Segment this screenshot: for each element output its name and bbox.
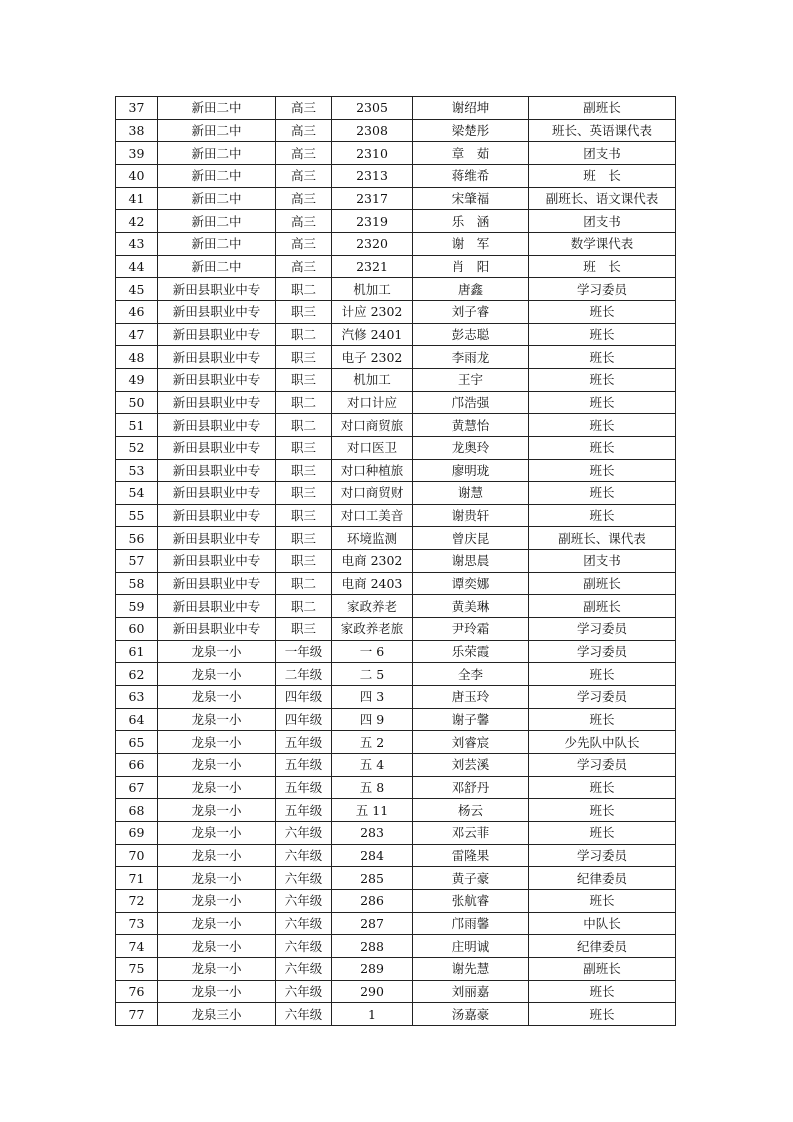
- row-number-cell: 75: [116, 957, 158, 980]
- row-number-cell: 38: [116, 119, 158, 142]
- table-row: [116, 142, 676, 165]
- row-number-cell: 47: [116, 323, 158, 346]
- position-cell: 副班长、语文课代表: [529, 187, 676, 210]
- school-cell: 新田二中: [158, 142, 276, 165]
- student-name-cell: 刘芸溪: [413, 754, 529, 777]
- student-name-cell: 谢先慧: [413, 957, 529, 980]
- table-row: [116, 459, 676, 482]
- grade-cell: 六年级: [276, 912, 332, 935]
- school-cell: 龙泉一小: [158, 867, 276, 890]
- school-cell: 龙泉一小: [158, 799, 276, 822]
- class-cell: 290: [332, 980, 413, 1003]
- school-cell: 新田二中: [158, 164, 276, 187]
- student-name-cell: 李雨龙: [413, 346, 529, 369]
- class-cell: 1: [332, 1003, 413, 1026]
- school-cell: 新田二中: [158, 97, 276, 120]
- table-row: [116, 164, 676, 187]
- student-name-cell: 黄慧怡: [413, 414, 529, 437]
- grade-cell: 高三: [276, 187, 332, 210]
- school-cell: 新田二中: [158, 210, 276, 233]
- student-name-cell: 乐 涵: [413, 210, 529, 233]
- position-cell: 副班长: [529, 595, 676, 618]
- table-row: [116, 595, 676, 618]
- table-row: [116, 278, 676, 301]
- grade-cell: 职三: [276, 618, 332, 641]
- student-name-cell: 雷隆果: [413, 844, 529, 867]
- row-number-cell: 67: [116, 776, 158, 799]
- table-row: [116, 957, 676, 980]
- class-cell: 2321: [332, 255, 413, 278]
- row-number-cell: 62: [116, 663, 158, 686]
- grade-cell: 职三: [276, 482, 332, 505]
- student-name-cell: 章 茹: [413, 142, 529, 165]
- table-row: [116, 300, 676, 323]
- grade-cell: 高三: [276, 232, 332, 255]
- school-cell: 新田县职业中专: [158, 527, 276, 550]
- student-name-cell: 梁楚彤: [413, 119, 529, 142]
- school-cell: 龙泉一小: [158, 957, 276, 980]
- class-cell: 五 11: [332, 799, 413, 822]
- position-cell: 班长: [529, 436, 676, 459]
- student-name-cell: 谢思晨: [413, 550, 529, 573]
- school-cell: 新田县职业中专: [158, 391, 276, 414]
- school-cell: 龙泉一小: [158, 663, 276, 686]
- row-number-cell: 69: [116, 822, 158, 845]
- row-number-cell: 53: [116, 459, 158, 482]
- class-cell: 对口种植旅: [332, 459, 413, 482]
- row-number-cell: 44: [116, 255, 158, 278]
- student-name-cell: 谭奕娜: [413, 572, 529, 595]
- position-cell: 学习委员: [529, 278, 676, 301]
- school-cell: 新田县职业中专: [158, 504, 276, 527]
- row-number-cell: 45: [116, 278, 158, 301]
- position-cell: 学习委员: [529, 618, 676, 641]
- grade-cell: 六年级: [276, 889, 332, 912]
- grade-cell: 五年级: [276, 799, 332, 822]
- school-cell: 新田县职业中专: [158, 550, 276, 573]
- school-cell: 新田二中: [158, 187, 276, 210]
- row-number-cell: 68: [116, 799, 158, 822]
- school-cell: 龙泉一小: [158, 980, 276, 1003]
- position-cell: 班长: [529, 980, 676, 1003]
- table-row: [116, 822, 676, 845]
- grade-cell: 六年级: [276, 1003, 332, 1026]
- class-cell: 四 9: [332, 708, 413, 731]
- position-cell: 副班长: [529, 957, 676, 980]
- position-cell: 班长: [529, 300, 676, 323]
- row-number-cell: 52: [116, 436, 158, 459]
- row-number-cell: 54: [116, 482, 158, 505]
- school-cell: 新田二中: [158, 232, 276, 255]
- table-body: [116, 97, 676, 1026]
- student-name-cell: 黄子豪: [413, 867, 529, 890]
- table-row: [116, 754, 676, 777]
- table-row: [116, 731, 676, 754]
- student-name-cell: 杨云: [413, 799, 529, 822]
- school-cell: 新田县职业中专: [158, 368, 276, 391]
- position-cell: 团支书: [529, 210, 676, 233]
- class-cell: 二 5: [332, 663, 413, 686]
- position-cell: 少先队中队长: [529, 731, 676, 754]
- class-cell: 2319: [332, 210, 413, 233]
- grade-cell: 五年级: [276, 754, 332, 777]
- student-name-cell: 宋肇福: [413, 187, 529, 210]
- row-number-cell: 73: [116, 912, 158, 935]
- grade-cell: 四年级: [276, 708, 332, 731]
- school-cell: 龙泉一小: [158, 686, 276, 709]
- class-cell: 对口商贸旅: [332, 414, 413, 437]
- row-number-cell: 58: [116, 572, 158, 595]
- position-cell: 学习委员: [529, 640, 676, 663]
- school-cell: 新田县职业中专: [158, 618, 276, 641]
- row-number-cell: 77: [116, 1003, 158, 1026]
- position-cell: 班 长: [529, 164, 676, 187]
- row-number-cell: 59: [116, 595, 158, 618]
- table-row: [116, 504, 676, 527]
- class-cell: 机加工: [332, 278, 413, 301]
- school-cell: 龙泉一小: [158, 731, 276, 754]
- class-cell: 对口工美音: [332, 504, 413, 527]
- table-row: [116, 210, 676, 233]
- school-cell: 新田县职业中专: [158, 414, 276, 437]
- row-number-cell: 37: [116, 97, 158, 120]
- school-cell: 新田县职业中专: [158, 300, 276, 323]
- class-cell: 285: [332, 867, 413, 890]
- table-row: [116, 255, 676, 278]
- grade-cell: 高三: [276, 142, 332, 165]
- position-cell: 学习委员: [529, 686, 676, 709]
- class-cell: 五 4: [332, 754, 413, 777]
- class-cell: 机加工: [332, 368, 413, 391]
- school-cell: 新田二中: [158, 255, 276, 278]
- position-cell: 副班长: [529, 97, 676, 120]
- position-cell: 数学课代表: [529, 232, 676, 255]
- student-name-cell: 谢慧: [413, 482, 529, 505]
- row-number-cell: 51: [116, 414, 158, 437]
- student-name-cell: 汤嘉豪: [413, 1003, 529, 1026]
- school-cell: 龙泉一小: [158, 776, 276, 799]
- row-number-cell: 74: [116, 935, 158, 958]
- student-name-cell: 龙奥玲: [413, 436, 529, 459]
- row-number-cell: 55: [116, 504, 158, 527]
- school-cell: 龙泉三小: [158, 1003, 276, 1026]
- class-cell: 家政养老旅: [332, 618, 413, 641]
- grade-cell: 六年级: [276, 957, 332, 980]
- school-cell: 新田县职业中专: [158, 459, 276, 482]
- table-row: [116, 482, 676, 505]
- student-name-cell: 庄明诚: [413, 935, 529, 958]
- grade-cell: 二年级: [276, 663, 332, 686]
- class-cell: 对口计应: [332, 391, 413, 414]
- table-row: [116, 618, 676, 641]
- table-row: [116, 346, 676, 369]
- class-cell: 2305: [332, 97, 413, 120]
- grade-cell: 职三: [276, 436, 332, 459]
- class-cell: 电子 2302: [332, 346, 413, 369]
- school-cell: 龙泉一小: [158, 708, 276, 731]
- table-row: [116, 414, 676, 437]
- position-cell: 班长: [529, 1003, 676, 1026]
- grade-cell: 六年级: [276, 844, 332, 867]
- grade-cell: 职二: [276, 595, 332, 618]
- row-number-cell: 57: [116, 550, 158, 573]
- table-row: [116, 187, 676, 210]
- row-number-cell: 71: [116, 867, 158, 890]
- school-cell: 龙泉一小: [158, 844, 276, 867]
- student-name-cell: 蒋维希: [413, 164, 529, 187]
- position-cell: 中队长: [529, 912, 676, 935]
- school-cell: 龙泉一小: [158, 640, 276, 663]
- position-cell: 纪律委员: [529, 935, 676, 958]
- position-cell: 团支书: [529, 550, 676, 573]
- class-cell: 一 6: [332, 640, 413, 663]
- table-row: [116, 935, 676, 958]
- table-row: [116, 912, 676, 935]
- position-cell: 团支书: [529, 142, 676, 165]
- table-row: [116, 436, 676, 459]
- table-row: [116, 1003, 676, 1026]
- row-number-cell: 65: [116, 731, 158, 754]
- grade-cell: 高三: [276, 97, 332, 120]
- table-row: [116, 572, 676, 595]
- position-cell: 班长: [529, 708, 676, 731]
- position-cell: 班长、英语课代表: [529, 119, 676, 142]
- row-number-cell: 63: [116, 686, 158, 709]
- student-name-cell: 邓舒丹: [413, 776, 529, 799]
- class-cell: 汽修 2401: [332, 323, 413, 346]
- position-cell: 班长: [529, 889, 676, 912]
- table-row: [116, 708, 676, 731]
- school-cell: 新田县职业中专: [158, 572, 276, 595]
- row-number-cell: 41: [116, 187, 158, 210]
- table-row: [116, 368, 676, 391]
- class-cell: 287: [332, 912, 413, 935]
- grade-cell: 高三: [276, 255, 332, 278]
- student-name-cell: 邝浩强: [413, 391, 529, 414]
- class-cell: 电商 2403: [332, 572, 413, 595]
- table-row: [116, 527, 676, 550]
- grade-cell: 高三: [276, 164, 332, 187]
- class-cell: 2317: [332, 187, 413, 210]
- student-name-cell: 刘睿宸: [413, 731, 529, 754]
- table-row: [116, 550, 676, 573]
- position-cell: 班长: [529, 822, 676, 845]
- grade-cell: 五年级: [276, 776, 332, 799]
- table-row: [116, 844, 676, 867]
- position-cell: 班长: [529, 346, 676, 369]
- row-number-cell: 39: [116, 142, 158, 165]
- student-name-cell: 邓云菲: [413, 822, 529, 845]
- table-row: [116, 980, 676, 1003]
- class-cell: 对口商贸财: [332, 482, 413, 505]
- row-number-cell: 48: [116, 346, 158, 369]
- class-cell: 2313: [332, 164, 413, 187]
- row-number-cell: 70: [116, 844, 158, 867]
- class-cell: 五 8: [332, 776, 413, 799]
- position-cell: 班 长: [529, 255, 676, 278]
- student-name-cell: 谢绍坤: [413, 97, 529, 120]
- student-name-cell: 乐荣霞: [413, 640, 529, 663]
- school-cell: 新田县职业中专: [158, 278, 276, 301]
- position-cell: 副班长: [529, 572, 676, 595]
- grade-cell: 职三: [276, 504, 332, 527]
- grade-cell: 职二: [276, 391, 332, 414]
- position-cell: 班长: [529, 799, 676, 822]
- grade-cell: 职二: [276, 572, 332, 595]
- table-row: [116, 889, 676, 912]
- student-name-cell: 谢贵轩: [413, 504, 529, 527]
- student-name-cell: 刘子睿: [413, 300, 529, 323]
- grade-cell: 职三: [276, 346, 332, 369]
- student-name-cell: 唐玉玲: [413, 686, 529, 709]
- student-name-cell: 廖明珑: [413, 459, 529, 482]
- table-row: [116, 97, 676, 120]
- row-number-cell: 66: [116, 754, 158, 777]
- class-cell: 2308: [332, 119, 413, 142]
- student-name-cell: 张航睿: [413, 889, 529, 912]
- grade-cell: 高三: [276, 210, 332, 233]
- table-row: [116, 799, 676, 822]
- position-cell: 纪律委员: [529, 867, 676, 890]
- school-cell: 新田县职业中专: [158, 436, 276, 459]
- grade-cell: 六年级: [276, 935, 332, 958]
- grade-cell: 职二: [276, 278, 332, 301]
- class-cell: 283: [332, 822, 413, 845]
- student-cadre-table: [115, 96, 676, 1026]
- grade-cell: 职三: [276, 459, 332, 482]
- row-number-cell: 56: [116, 527, 158, 550]
- class-cell: 家政养老: [332, 595, 413, 618]
- table-row: [116, 776, 676, 799]
- table-row: [116, 323, 676, 346]
- student-name-cell: 曾庆昆: [413, 527, 529, 550]
- row-number-cell: 40: [116, 164, 158, 187]
- grade-cell: 职三: [276, 300, 332, 323]
- grade-cell: 职三: [276, 368, 332, 391]
- student-name-cell: 彭志聪: [413, 323, 529, 346]
- student-name-cell: 黄美琳: [413, 595, 529, 618]
- row-number-cell: 46: [116, 300, 158, 323]
- student-name-cell: 王宇: [413, 368, 529, 391]
- position-cell: 班长: [529, 663, 676, 686]
- row-number-cell: 50: [116, 391, 158, 414]
- student-name-cell: 全李: [413, 663, 529, 686]
- grade-cell: 六年级: [276, 822, 332, 845]
- class-cell: 四 3: [332, 686, 413, 709]
- school-cell: 龙泉一小: [158, 889, 276, 912]
- position-cell: 班长: [529, 368, 676, 391]
- grade-cell: 职二: [276, 323, 332, 346]
- row-number-cell: 64: [116, 708, 158, 731]
- table-row: [116, 640, 676, 663]
- position-cell: 班长: [529, 323, 676, 346]
- position-cell: 班长: [529, 776, 676, 799]
- class-cell: 286: [332, 889, 413, 912]
- student-name-cell: 肖 阳: [413, 255, 529, 278]
- row-number-cell: 72: [116, 889, 158, 912]
- student-name-cell: 刘丽嘉: [413, 980, 529, 1003]
- grade-cell: 职三: [276, 550, 332, 573]
- student-name-cell: 唐鑫: [413, 278, 529, 301]
- student-name-cell: 邝雨馨: [413, 912, 529, 935]
- school-cell: 新田县职业中专: [158, 323, 276, 346]
- school-cell: 新田县职业中专: [158, 346, 276, 369]
- school-cell: 新田县职业中专: [158, 482, 276, 505]
- grade-cell: 六年级: [276, 980, 332, 1003]
- table-row: [116, 686, 676, 709]
- position-cell: 班长: [529, 414, 676, 437]
- school-cell: 龙泉一小: [158, 822, 276, 845]
- class-cell: 环境监测: [332, 527, 413, 550]
- class-cell: 计应 2302: [332, 300, 413, 323]
- grade-cell: 六年级: [276, 867, 332, 890]
- position-cell: 副班长、课代表: [529, 527, 676, 550]
- position-cell: 班长: [529, 391, 676, 414]
- school-cell: 新田二中: [158, 119, 276, 142]
- school-cell: 龙泉一小: [158, 754, 276, 777]
- position-cell: 班长: [529, 482, 676, 505]
- class-cell: 288: [332, 935, 413, 958]
- table-row: [116, 391, 676, 414]
- school-cell: 新田县职业中专: [158, 595, 276, 618]
- position-cell: 班长: [529, 504, 676, 527]
- table-row: [116, 119, 676, 142]
- grade-cell: 职三: [276, 527, 332, 550]
- student-name-cell: 谢 军: [413, 232, 529, 255]
- class-cell: 2310: [332, 142, 413, 165]
- position-cell: 学习委员: [529, 844, 676, 867]
- class-cell: 对口医卫: [332, 436, 413, 459]
- student-name-cell: 尹玲霜: [413, 618, 529, 641]
- position-cell: 学习委员: [529, 754, 676, 777]
- row-number-cell: 43: [116, 232, 158, 255]
- grade-cell: 一年级: [276, 640, 332, 663]
- row-number-cell: 42: [116, 210, 158, 233]
- table-row: [116, 663, 676, 686]
- position-cell: 班长: [529, 459, 676, 482]
- grade-cell: 职二: [276, 414, 332, 437]
- grade-cell: 五年级: [276, 731, 332, 754]
- class-cell: 五 2: [332, 731, 413, 754]
- grade-cell: 高三: [276, 119, 332, 142]
- class-cell: 284: [332, 844, 413, 867]
- table-row: [116, 232, 676, 255]
- student-name-cell: 谢子馨: [413, 708, 529, 731]
- grade-cell: 四年级: [276, 686, 332, 709]
- class-cell: 电商 2302: [332, 550, 413, 573]
- class-cell: 289: [332, 957, 413, 980]
- school-cell: 龙泉一小: [158, 935, 276, 958]
- row-number-cell: 49: [116, 368, 158, 391]
- row-number-cell: 60: [116, 618, 158, 641]
- table-row: [116, 867, 676, 890]
- row-number-cell: 61: [116, 640, 158, 663]
- school-cell: 龙泉一小: [158, 912, 276, 935]
- row-number-cell: 76: [116, 980, 158, 1003]
- class-cell: 2320: [332, 232, 413, 255]
